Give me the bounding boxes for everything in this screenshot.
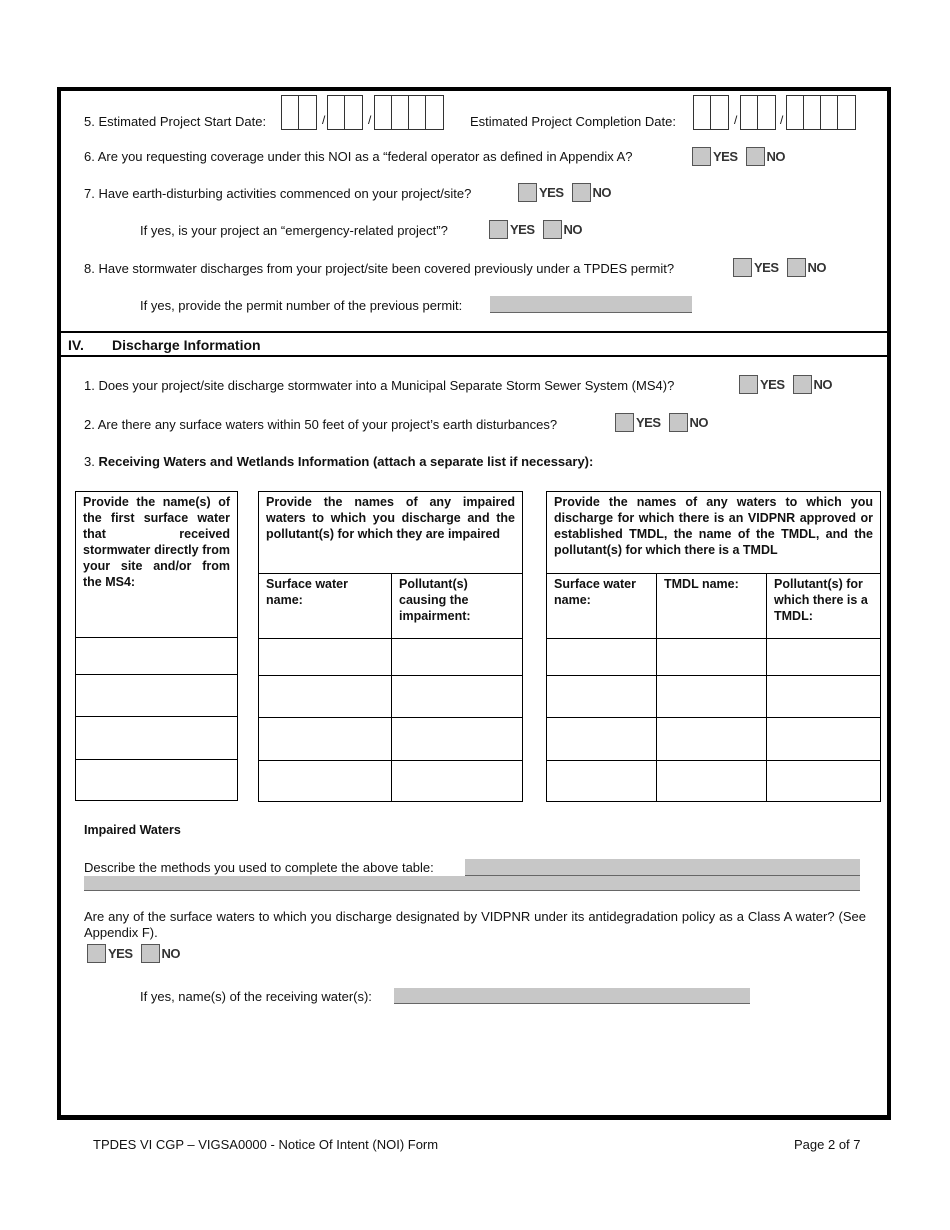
class-a-question: Are any of the surface waters to which you discharge designated by VIDPNR under its antidegradation policy as a Class A water? (See Appendix F). xyxy=(84,909,866,940)
yes-label: YES xyxy=(713,149,738,164)
d3-number: 3. xyxy=(84,454,95,469)
table3-cell[interactable] xyxy=(767,718,881,761)
completion-year-field[interactable] xyxy=(786,95,856,130)
table2-cell[interactable] xyxy=(259,761,392,802)
q7-no-checkbox[interactable] xyxy=(572,183,591,202)
table3-cell[interactable] xyxy=(547,718,657,761)
receiving-water-label: If yes, name(s) of the receiving water(s): xyxy=(140,989,372,1004)
q7a-label: If yes, is your project an “emergency-related project”? xyxy=(140,223,448,238)
q8-label: 8. Have stormwater discharges from your project/site been covered previously under a TPDES permit? xyxy=(84,261,675,276)
no-label: NO xyxy=(592,185,612,200)
d1-yes-checkbox[interactable] xyxy=(739,375,758,394)
table3-cell[interactable] xyxy=(547,676,657,718)
q7a-yes-checkbox[interactable] xyxy=(489,220,508,239)
q6-yes-checkbox[interactable] xyxy=(692,147,711,166)
impaired-waters-table xyxy=(258,491,523,802)
table3-col-pollutant: Pollutant(s) for which there is a TMDL: xyxy=(767,574,881,639)
table3-cell[interactable] xyxy=(767,639,881,676)
no-label: NO xyxy=(563,222,583,237)
table1-cell[interactable] xyxy=(76,717,238,760)
d2-yes-checkbox[interactable] xyxy=(615,413,634,432)
yes-label: YES xyxy=(539,185,564,200)
table3-cell[interactable] xyxy=(657,718,767,761)
q6-no-checkbox[interactable] xyxy=(746,147,765,166)
no-label: NO xyxy=(161,946,181,961)
q7-label: 7. Have earth-disturbing activities commenced on your project/site? xyxy=(84,186,472,201)
d3-label: Receiving Waters and Wetlands Information (attach a separate list if necessary): xyxy=(98,454,594,469)
d2-yes-no xyxy=(615,413,716,432)
q6-yes-no xyxy=(692,147,793,166)
tmdl-waters-table xyxy=(546,491,881,802)
start-month-field[interactable] xyxy=(281,95,317,130)
completion-date-label: Estimated Project Completion Date: xyxy=(470,114,676,129)
table3-cell[interactable] xyxy=(657,676,767,718)
date-separator: / xyxy=(368,113,372,127)
q7a-yes-no xyxy=(489,220,590,239)
section-divider xyxy=(61,355,887,357)
table2-cell[interactable] xyxy=(259,639,392,676)
q7-yes-checkbox[interactable] xyxy=(518,183,537,202)
table2-col-surface-water: Surface water name: xyxy=(259,574,392,639)
table3-col-surface-water: Surface water name: xyxy=(547,574,657,639)
no-label: NO xyxy=(807,260,827,275)
table3-cell[interactable] xyxy=(657,639,767,676)
start-year-field[interactable] xyxy=(374,95,444,130)
table3-cell[interactable] xyxy=(547,761,657,802)
table2-cell[interactable] xyxy=(392,761,523,802)
table1-cell[interactable] xyxy=(76,760,238,801)
section-title: Discharge Information xyxy=(112,337,261,353)
class-a-yes-no xyxy=(87,944,188,963)
table3-col-tmdl-name: TMDL name: xyxy=(657,574,767,639)
no-label: NO xyxy=(766,149,786,164)
footer-page-number: Page 2 of 7 xyxy=(794,1137,861,1152)
table2-cell[interactable] xyxy=(392,718,523,761)
no-label: NO xyxy=(689,415,709,430)
describe-methods-field-line2[interactable] xyxy=(84,876,860,891)
q8a-label: If yes, provide the permit number of the previous permit: xyxy=(140,298,463,313)
table1-cell[interactable] xyxy=(76,675,238,717)
d2-label: 2. Are there any surface waters within 50 feet of your project’s earth disturbances? xyxy=(84,417,558,432)
d1-no-checkbox[interactable] xyxy=(793,375,812,394)
table3-cell[interactable] xyxy=(657,761,767,802)
table1-header: Provide the name(s) of the first surface water that received stormwater directly from your site and/or from the MS4: xyxy=(76,492,238,638)
footer-form-title: TPDES VI CGP – VIGSA0000 - Notice Of Intent (NOI) Form xyxy=(93,1137,439,1152)
d1-yes-no xyxy=(739,375,840,394)
start-day-field[interactable] xyxy=(327,95,363,130)
q7a-no-checkbox[interactable] xyxy=(543,220,562,239)
class-a-yes-checkbox[interactable] xyxy=(87,944,106,963)
class-a-no-checkbox[interactable] xyxy=(141,944,160,963)
previous-permit-field[interactable] xyxy=(490,296,692,313)
q8-yes-checkbox[interactable] xyxy=(733,258,752,277)
table3-cell[interactable] xyxy=(767,761,881,802)
date-separator: / xyxy=(780,113,784,127)
yes-label: YES xyxy=(510,222,535,237)
d3-heading xyxy=(84,454,593,469)
table2-cell[interactable] xyxy=(392,639,523,676)
table2-col-pollutant: Pollutant(s) causing the impairment: xyxy=(392,574,523,639)
table2-cell[interactable] xyxy=(259,718,392,761)
impaired-waters-heading: Impaired Waters xyxy=(84,823,181,837)
table2-cell[interactable] xyxy=(259,676,392,718)
q7-yes-no xyxy=(518,183,619,202)
date-separator: / xyxy=(734,113,738,127)
d1-label: 1. Does your project/site discharge stormwater into a Municipal Separate Storm Sewer System (MS4)? xyxy=(84,378,675,393)
completion-month-field[interactable] xyxy=(693,95,729,130)
table1-cell[interactable] xyxy=(76,638,238,675)
first-surface-water-table xyxy=(75,491,238,801)
q8-yes-no xyxy=(733,258,834,277)
yes-label: YES xyxy=(760,377,785,392)
describe-methods-label: Describe the methods you used to complete the above table: xyxy=(84,860,434,875)
table3-header: Provide the names of any waters to which you discharge for which there is an VIDPNR approved or established TMDL, the name of the TMDL, and the pollutant(s) for which there is a TMDL xyxy=(547,492,881,574)
q8-no-checkbox[interactable] xyxy=(787,258,806,277)
yes-label: YES xyxy=(636,415,661,430)
table3-cell[interactable] xyxy=(547,639,657,676)
date-separator: / xyxy=(322,113,326,127)
table2-header: Provide the names of any impaired waters to which you discharge and the pollutant(s) for which they are impaired xyxy=(259,492,523,574)
table2-cell[interactable] xyxy=(392,676,523,718)
receiving-water-field[interactable] xyxy=(394,988,750,1004)
section-divider xyxy=(61,331,887,333)
no-label: NO xyxy=(813,377,833,392)
d2-no-checkbox[interactable] xyxy=(669,413,688,432)
q6-label: 6. Are you requesting coverage under this NOI as a “federal operator as defined in Appendix A? xyxy=(84,149,633,164)
describe-methods-field[interactable] xyxy=(465,859,860,876)
start-date-label: 5. Estimated Project Start Date: xyxy=(84,114,267,129)
yes-label: YES xyxy=(108,946,133,961)
table3-cell[interactable] xyxy=(767,676,881,718)
section-number: IV. xyxy=(68,337,84,353)
yes-label: YES xyxy=(754,260,779,275)
completion-day-field[interactable] xyxy=(740,95,776,130)
